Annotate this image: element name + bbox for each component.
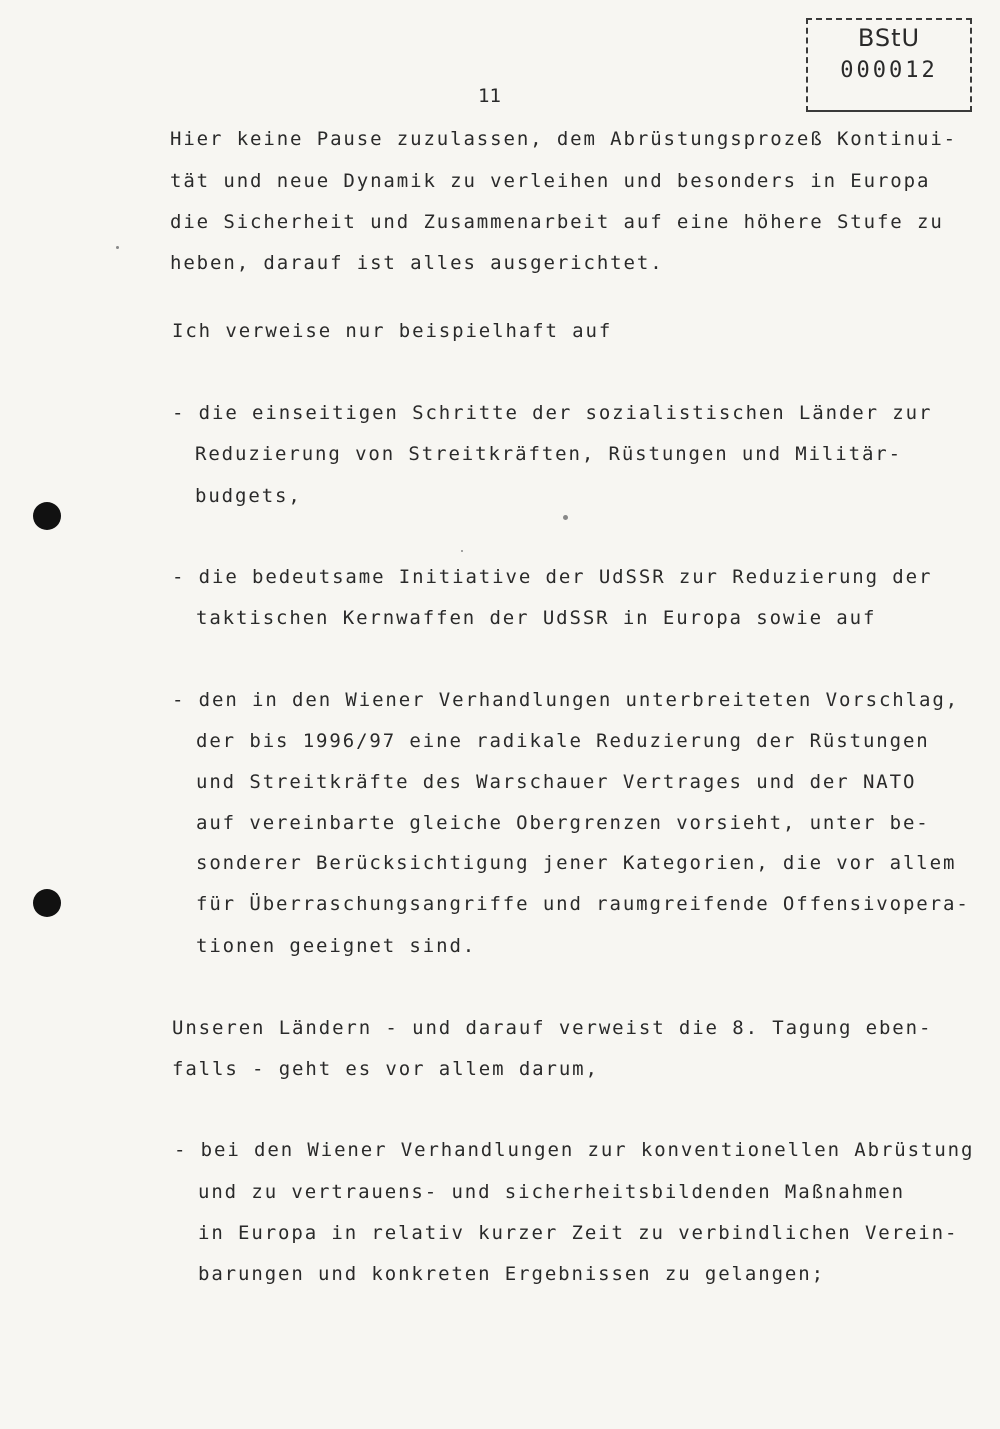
stamp-number: 000012	[840, 58, 938, 83]
paper-speck	[116, 246, 119, 249]
list-item-line: Reduzierung von Streitkräften, Rüstungen und Militär-	[195, 443, 902, 465]
list-item-line: der bis 1996/97 eine radikale Reduzierung der Rüstungen	[196, 730, 930, 752]
list-item-line: - die bedeutsame Initiative der UdSSR zur Reduzierung der	[172, 566, 933, 588]
text-line: Unseren Ländern - und darauf verweist die 8. Tagung eben-	[172, 1017, 933, 1039]
text-line: falls - geht es vor allem darum,	[172, 1058, 599, 1080]
archive-stamp	[806, 18, 972, 112]
list-item-line: auf vereinbarte gleiche Obergrenzen vorsieht, unter be-	[196, 812, 930, 834]
list-item-line: - den in den Wiener Verhandlungen unterbreiteten Vorschlag,	[172, 689, 959, 711]
list-item-line: - bei den Wiener Verhandlungen zur konventionellen Abrüstung	[174, 1139, 975, 1161]
stamp-title: BStU	[857, 24, 921, 52]
punch-hole	[33, 502, 61, 530]
list-item-line: - die einseitigen Schritte der sozialistischen Länder zur	[172, 402, 933, 424]
text-line: heben, darauf ist alles ausgerichtet.	[170, 252, 664, 274]
text-line: Hier keine Pause zuzulassen, dem Abrüstungsprozeß Kontinui-	[170, 128, 957, 150]
list-item-line: tionen geeignet sind.	[196, 935, 477, 957]
list-item-line: und zu vertrauens- und sicherheitsbildenden Maßnahmen	[198, 1181, 905, 1203]
punch-hole	[33, 889, 61, 917]
paper-speck	[563, 515, 568, 520]
list-item-line: taktischen Kernwaffen der UdSSR in Europa sowie auf	[196, 607, 877, 629]
list-item-line: barungen und konkreten Ergebnissen zu gelangen;	[198, 1263, 825, 1285]
page-number: 11	[478, 85, 501, 107]
list-item-line: budgets,	[195, 485, 302, 507]
text-line: Ich verweise nur beispielhaft auf	[172, 320, 613, 342]
list-item-line: in Europa in relativ kurzer Zeit zu verbindlichen Verein-	[198, 1222, 959, 1244]
paper-speck	[461, 550, 463, 552]
text-line: tät und neue Dynamik zu verleihen und besonders in Europa	[170, 170, 931, 192]
list-item-line: für Überraschungsangriffe und raumgreifende Offensivopera-	[196, 893, 970, 915]
text-line: die Sicherheit und Zusammenarbeit auf eine höhere Stufe zu	[170, 211, 944, 233]
list-item-line: sonderer Berücksichtigung jener Kategorien, die vor allem	[196, 852, 957, 874]
list-item-line: und Streitkräfte des Warschauer Vertrages und der NATO	[196, 771, 917, 793]
